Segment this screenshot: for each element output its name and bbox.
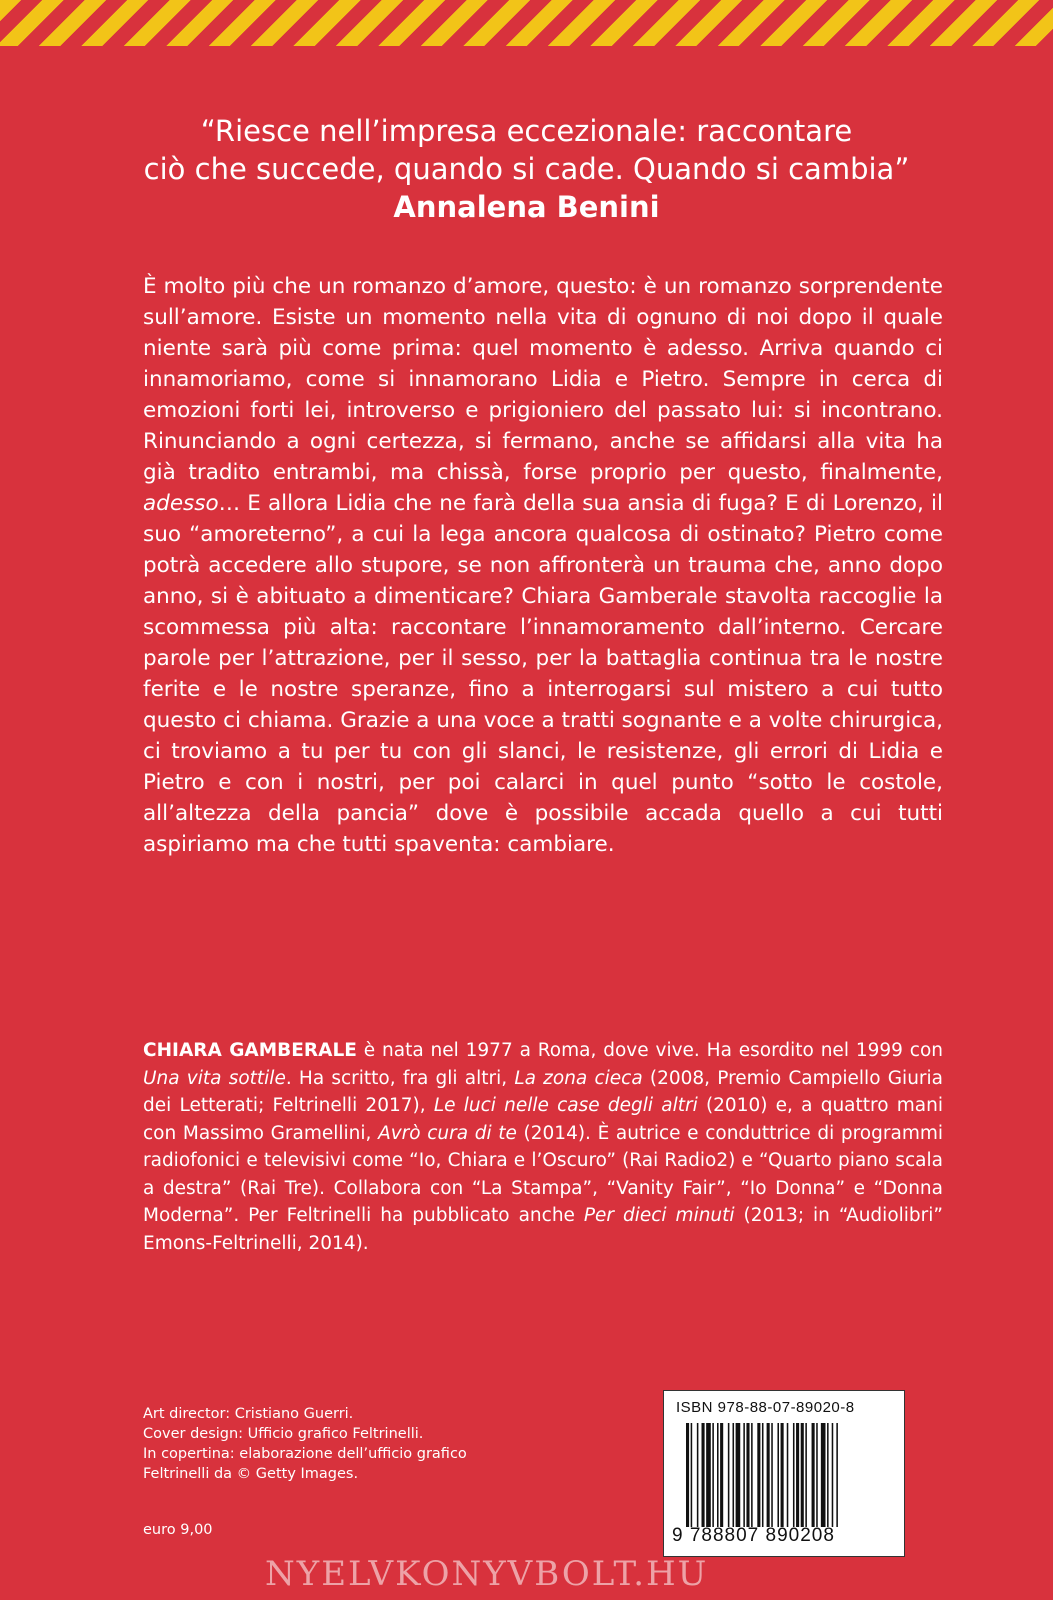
quote-author: Annalena Benini [393, 190, 660, 224]
barcode-bar [812, 1423, 815, 1527]
barcode-bar [702, 1423, 705, 1527]
barcode-bar [691, 1423, 693, 1527]
barcode-bar [746, 1423, 749, 1527]
author-name: CHIARA GAMBERALE [143, 1040, 357, 1061]
barcode-bars [686, 1423, 886, 1527]
bio-text: è nata nel 1977 a Roma, dove vive. Ha esordito nel 1999 con [356, 1040, 943, 1061]
barcode-bar [777, 1423, 779, 1527]
barcode-bar [697, 1423, 699, 1527]
book-title: Le luci nelle case degli altri [433, 1095, 698, 1116]
barcode-bar [821, 1423, 826, 1527]
bio-text: (2014). È autrice e conduttrice di programmi radiofonici e televisivi come “Io, Chiara e l’Oscuro” (Rai Radio2) e “Quarto piano scala a destra” (Rai Tre). Collabora con “La Stampa”, “Vanity Fair”, “Io Donna” e “Donna Moderna”. Per Feltrinelli ha pubblicato anche [143, 1122, 943, 1226]
author-bio [143, 1037, 943, 1257]
synopsis-text-1: È molto più che un romanzo d’amore, questo: è un romanzo sorprendente sull’amore. Esiste un momento nella vita di ognuno di noi dopo il quale niente sarà più come prima: quel momento è adesso. Arriva quando ci innamoriamo, come si innamorano Lidia e Pietro. Sempre in cerca di emozioni forti lei, introverso e prigioniero del passato lui: si incontrano. Rinunciando a ogni certezza, si fermano, anche se affidarsi alla vita ha già tradito entrambi, ma chissà, forse proprio per questo, finalmente, [143, 274, 943, 485]
credit-line: Cover design: Ufficio grafico Feltrinelli. [143, 1426, 424, 1442]
book-title: La zona cieca [514, 1067, 643, 1089]
barcode-bar [787, 1423, 789, 1527]
barcode-bar [805, 1423, 807, 1527]
barcode-bar [712, 1423, 714, 1527]
review-quote [120, 112, 933, 226]
barcode-bar [832, 1423, 834, 1527]
barcode-bar [781, 1423, 784, 1527]
synopsis-emphasis: adesso [143, 491, 219, 516]
credit-line: Feltrinelli da © Getty Images. [143, 1466, 359, 1482]
barcode-bar [836, 1423, 838, 1527]
price: euro 9,00 [143, 1522, 213, 1538]
barcode-bar [751, 1423, 753, 1527]
barcode-bar [771, 1423, 773, 1527]
barcode-bar [717, 1423, 719, 1527]
bio-text: (2013; in “Audiolibri” Emons-Feltrinelli, 2014). [143, 1205, 943, 1254]
barcode-bar [720, 1423, 723, 1527]
barcode-bar [728, 1423, 730, 1527]
barcode-bar [686, 1423, 689, 1527]
barcode-bar [767, 1423, 770, 1527]
bio-text: (2008, Premio Campiello Giuria dei Letterati; Feltrinelli 2017), [143, 1067, 943, 1116]
design-credits [143, 1404, 613, 1484]
barcode-bar [816, 1423, 818, 1527]
book-title: Avrò cura di te [378, 1122, 517, 1144]
credit-line: Art director: Cristiano Guerri. [143, 1406, 354, 1422]
synopsis-text-2: … E allora Lidia che ne farà della sua ansia di fuga? E di Lorenzo, il suo “amoreterno”, a cui la lega ancora qualcosa di ostinato? Pietro come potrà accedere allo stupore, se non affronterà un trauma che, anno dopo anno, si è abituato a dimenticare? Chiara Gamberale stavolta raccoglie la scommessa più alta: raccontare l’innamoramento dall’interno. Cercare parole per l’attrazione, per il sesso, per la battaglia continua tra le nostre ferite e le nostre speranze, fino a interrogarsi sul mistero a cui tutto questo ci chiama. Grazie a una voce a tratti sognante e a volte chirurgica, ci troviamo a tu per tu con gli slanci, le resistenze, gli errori di Lidia e Pietro e con i nostri, per poi calarci in quel punto “sotto le costole, all’altezza della pancia” dove è possibile accada quello a cui tutti aspiriamo ma che tutti spaventa: cambiare. [143, 491, 943, 857]
synopsis-paragraph [143, 271, 943, 860]
book-title: Per dieci minuti [583, 1205, 735, 1226]
barcode-bar [796, 1423, 799, 1527]
barcode-bar [743, 1423, 745, 1527]
watermark-text: NYELVKONYVBOLT.HU [265, 1554, 709, 1594]
quote-line-1: “Riesce nell’impresa eccezionale: raccontare [200, 114, 853, 148]
barcode-bar [827, 1423, 829, 1527]
bio-text: . Ha scritto, fra gli altri, [285, 1067, 515, 1089]
credit-line: In copertina: elaborazione dell’ufficio grafico [143, 1446, 467, 1462]
isbn-digits: 9 788807 890208 [672, 1525, 835, 1546]
isbn-barcode [663, 1390, 905, 1557]
isbn-label: ISBN 978-88-07-89020-8 [676, 1399, 855, 1416]
book-title: Una vita sottile [143, 1067, 286, 1089]
bio-text: (2010) e, a quattro mani con Massimo Gramellini, [143, 1095, 943, 1144]
quote-line-2: ciò che succede, quando si cade. Quando si cambia” [143, 152, 910, 186]
barcode-bar [801, 1423, 804, 1527]
barcode-bar [733, 1423, 735, 1527]
warning-stripe-band [0, 0, 1053, 46]
barcode-bar [706, 1423, 711, 1527]
barcode-bar [757, 1423, 760, 1527]
barcode-bar [793, 1423, 795, 1527]
barcode-bar [762, 1423, 764, 1527]
barcode-bar [736, 1423, 741, 1527]
